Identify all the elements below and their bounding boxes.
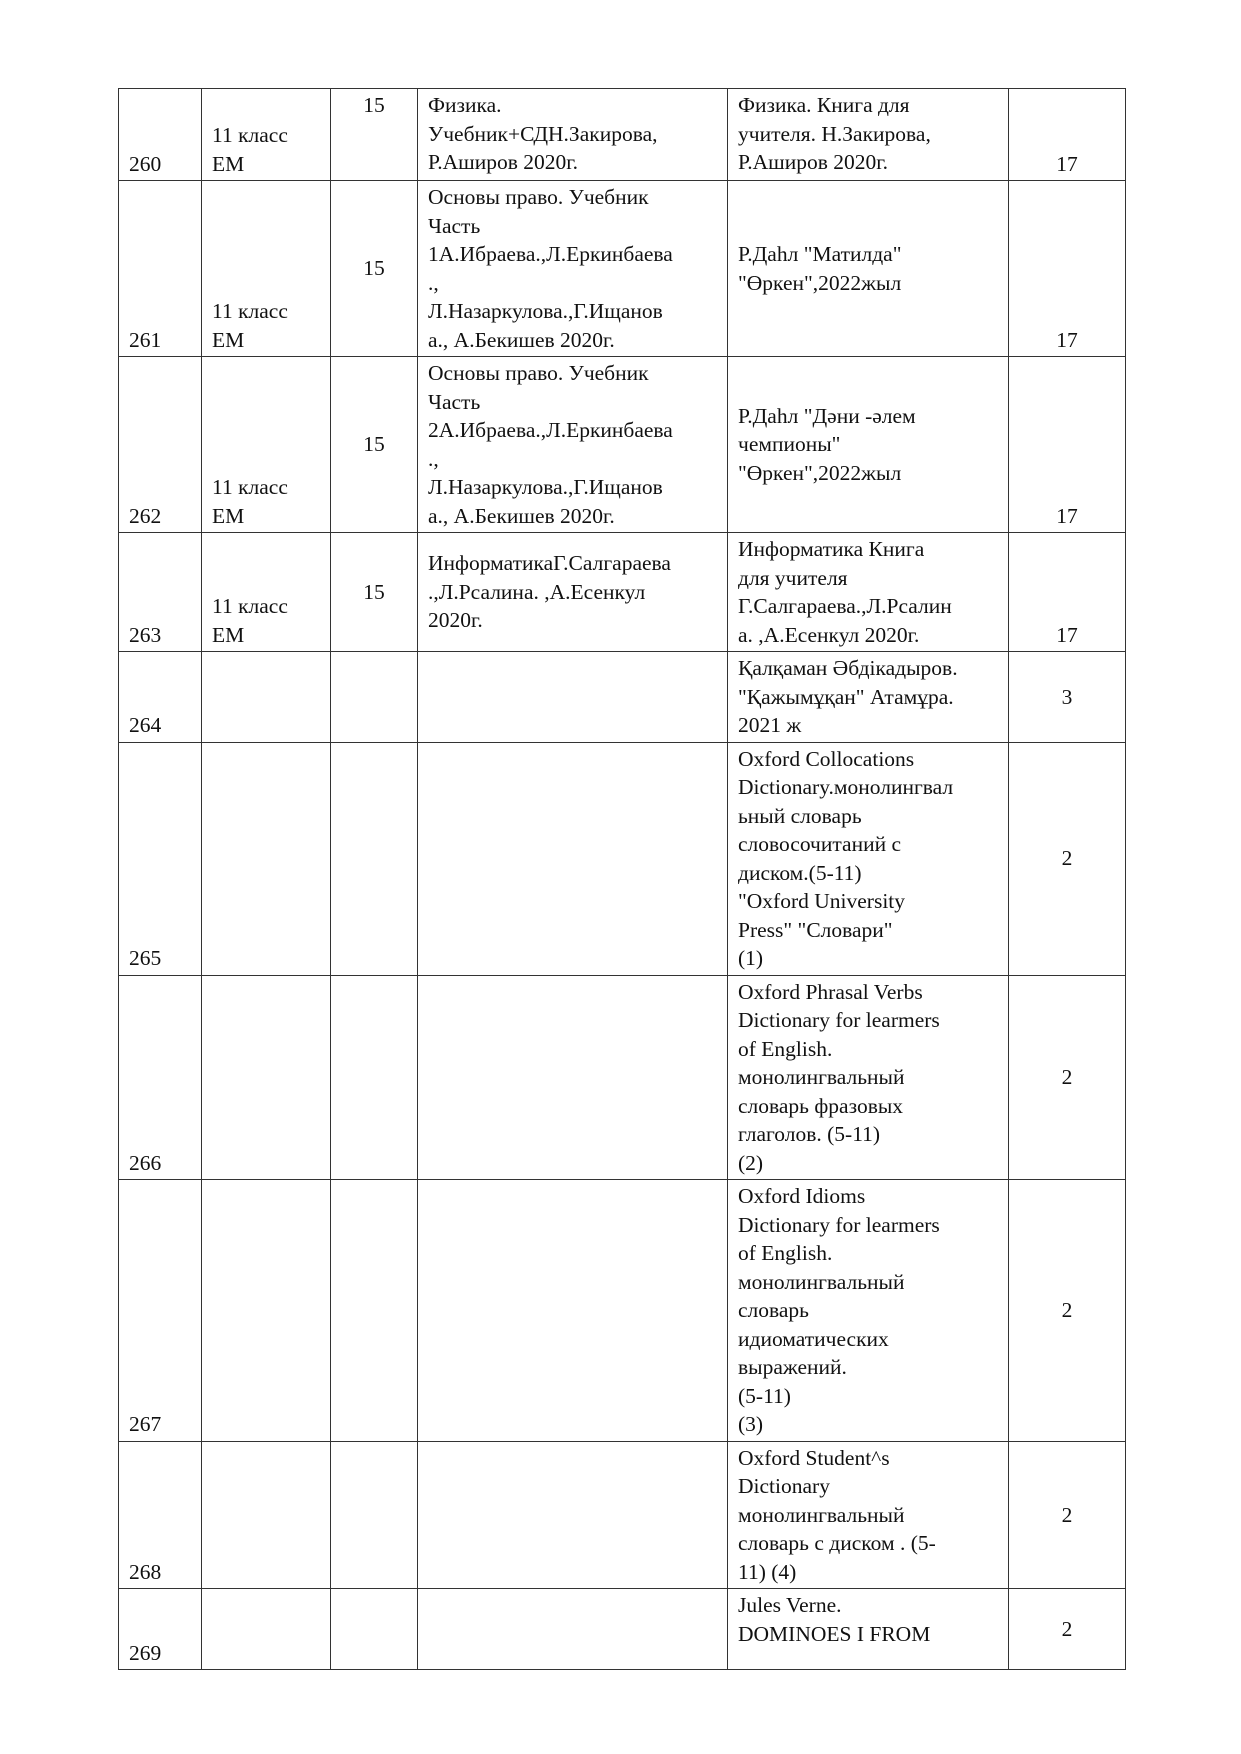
row-number: 263 bbox=[119, 533, 202, 652]
count-cell: 17 bbox=[1009, 89, 1126, 181]
row-number: 262 bbox=[119, 357, 202, 533]
class-cell bbox=[202, 742, 331, 975]
textbook-cell bbox=[418, 1441, 728, 1589]
count-cell: 17 bbox=[1009, 357, 1126, 533]
quantity-cell bbox=[331, 1589, 418, 1670]
quantity-cell bbox=[331, 742, 418, 975]
textbook-cell: Физика. Учебник+СДН.Закирова, Р.Аширов 2020г. bbox=[418, 89, 728, 181]
class-cell: 11 класс ЕМ bbox=[202, 89, 331, 181]
table-row bbox=[119, 975, 1126, 1180]
class-cell bbox=[202, 1589, 331, 1670]
book-inventory-table bbox=[118, 88, 1126, 1670]
textbook-cell bbox=[418, 1589, 728, 1670]
row-number: 269 bbox=[119, 1589, 202, 1670]
quantity-cell: 15 bbox=[331, 181, 418, 357]
class-cell bbox=[202, 1441, 331, 1589]
class-cell bbox=[202, 652, 331, 743]
teacher-book-cell: Oxford Collocations Dictionary.монолингвал ьный словарь словосочитаний с диском.(5-11) "Oxford University Press" "Словари" (1) bbox=[728, 742, 1009, 975]
teacher-book-cell: Р.Даһл "Матилда" "Өркен",2022жыл bbox=[728, 181, 1009, 357]
count-cell: 2 bbox=[1009, 742, 1126, 975]
class-cell bbox=[202, 1180, 331, 1442]
count-cell: 2 bbox=[1009, 975, 1126, 1180]
table-row bbox=[119, 1441, 1126, 1589]
row-number: 260 bbox=[119, 89, 202, 181]
textbook-cell bbox=[418, 1180, 728, 1442]
table-row bbox=[119, 357, 1126, 533]
textbook-cell: Основы право. Учебник Часть 1А.Ибраева.,Л.Еркинбаева ., Л.Назаркулова.,Г.Ищанов а., А.Бекишев 2020г. bbox=[418, 181, 728, 357]
teacher-book-cell: Физика. Книга для учителя. Н.Закирова, Р.Аширов 2020г. bbox=[728, 89, 1009, 181]
row-number: 265 bbox=[119, 742, 202, 975]
row-number: 268 bbox=[119, 1441, 202, 1589]
quantity-cell: 15 bbox=[331, 357, 418, 533]
count-cell: 2 bbox=[1009, 1589, 1126, 1670]
table-row bbox=[119, 1589, 1126, 1670]
count-cell: 2 bbox=[1009, 1180, 1126, 1442]
class-cell: 11 класс ЕМ bbox=[202, 533, 331, 652]
teacher-book-cell: Jules Verne. DOMINOES I FROM bbox=[728, 1589, 1009, 1670]
textbook-cell bbox=[418, 742, 728, 975]
quantity-cell: 15 bbox=[331, 89, 418, 181]
textbook-cell: Основы право. Учебник Часть 2А.Ибраева.,Л.Еркинбаева ., Л.Назаркулова.,Г.Ищанов а., А.Бекишев 2020г. bbox=[418, 357, 728, 533]
class-cell: 11 класс ЕМ bbox=[202, 181, 331, 357]
quantity-cell bbox=[331, 652, 418, 743]
count-cell: 17 bbox=[1009, 533, 1126, 652]
teacher-book-cell: Р.Даһл "Дәни -әлем чемпионы" "Өркен",2022жыл bbox=[728, 357, 1009, 533]
class-cell: 11 класс ЕМ bbox=[202, 357, 331, 533]
table-row bbox=[119, 742, 1126, 975]
teacher-book-cell: Oxford Phrasal Verbs Dictionary for learmers of English. монолингвальный словарь фразовых глаголов. (5-11) (2) bbox=[728, 975, 1009, 1180]
table-row bbox=[119, 181, 1126, 357]
textbook-cell bbox=[418, 652, 728, 743]
teacher-book-cell: Қалқаман Әбдікадыров. "Қажымұқан" Атамұра. 2021 ж bbox=[728, 652, 1009, 743]
teacher-book-cell: Oxford Student^s Dictionary монолингвальный словарь с диском . (5- 11) (4) bbox=[728, 1441, 1009, 1589]
row-number: 266 bbox=[119, 975, 202, 1180]
quantity-cell bbox=[331, 1441, 418, 1589]
count-cell: 3 bbox=[1009, 652, 1126, 743]
textbook-cell bbox=[418, 975, 728, 1180]
quantity-cell bbox=[331, 975, 418, 1180]
table-row bbox=[119, 1180, 1126, 1442]
count-cell: 17 bbox=[1009, 181, 1126, 357]
table-row bbox=[119, 89, 1126, 181]
quantity-cell bbox=[331, 1180, 418, 1442]
textbook-cell: ИнформатикаГ.Салгараева .,Л.Рсалина. ,А.Есенкул 2020г. bbox=[418, 533, 728, 652]
count-cell: 2 bbox=[1009, 1441, 1126, 1589]
quantity-cell: 15 bbox=[331, 533, 418, 652]
row-number: 267 bbox=[119, 1180, 202, 1442]
row-number: 261 bbox=[119, 181, 202, 357]
table-row bbox=[119, 533, 1126, 652]
class-cell bbox=[202, 975, 331, 1180]
teacher-book-cell: Информатика Книга для учителя Г.Салгараева.,Л.Рсалин а. ,А.Есенкул 2020г. bbox=[728, 533, 1009, 652]
teacher-book-cell: Oxford Idioms Dictionary for learmers of English. монолингвальный словарь идиоматических выражений. (5-11) (3) bbox=[728, 1180, 1009, 1442]
table-row bbox=[119, 652, 1126, 743]
row-number: 264 bbox=[119, 652, 202, 743]
